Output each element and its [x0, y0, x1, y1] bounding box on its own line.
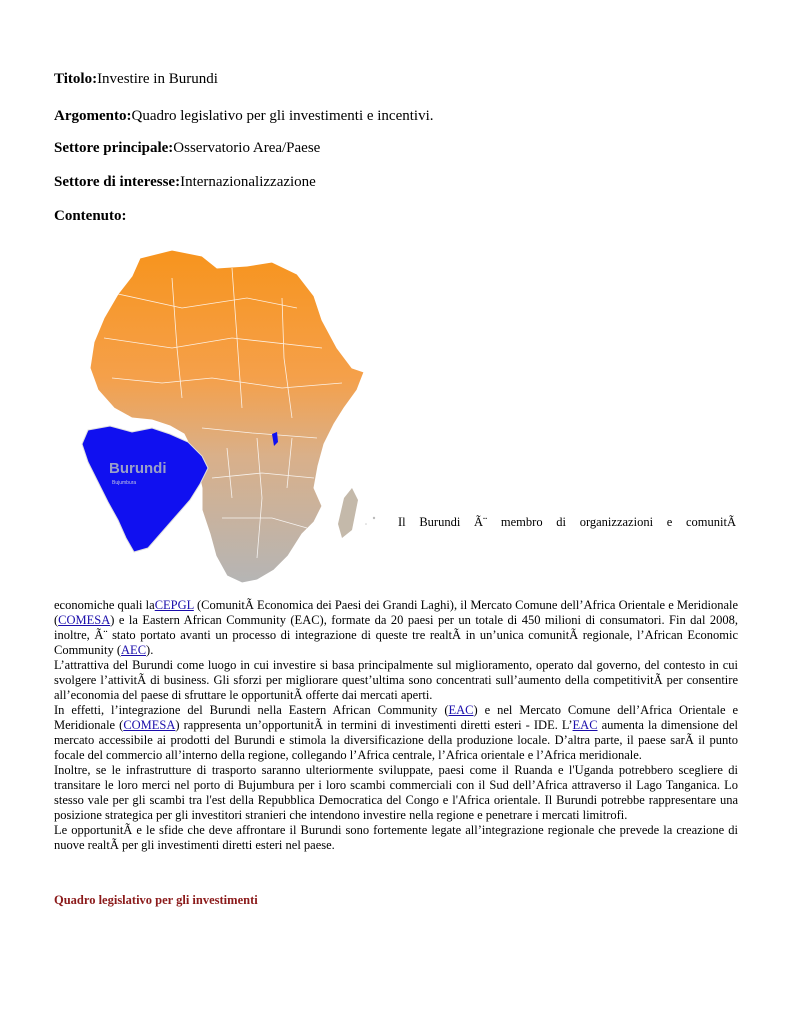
- link-comesa-2[interactable]: COMESA: [123, 718, 176, 732]
- link-comesa[interactable]: COMESA: [58, 613, 111, 627]
- paragraph-opportunities: Le opportunitÃ e le sfide che deve affrontare il Burundi sono fortemente legate all’integrazione regionale che prevede la creazione di nuove realtÃ per gli investimenti diretti esteri nel paese.: [54, 823, 738, 852]
- topic-value: Quadro legislativo per gli investimenti e incentivi.: [131, 108, 434, 124]
- article-body: [54, 598, 738, 853]
- link-aec[interactable]: AEC: [121, 643, 147, 657]
- meta-content: [54, 207, 127, 225]
- burundi-map-label: Burundi: [109, 460, 167, 477]
- title-value: Investire in Burundi: [97, 71, 218, 87]
- africa-map-image: [52, 238, 382, 588]
- meta-title: [54, 70, 218, 88]
- madagascar-shape: [338, 488, 358, 538]
- sector-label: Settore principale:: [54, 140, 174, 156]
- paragraph-organizations: economiche quali laCEPGL (ComunitÃ Economica dei Paesi dei Grandi Laghi), il Mercato Comune dell’Africa Orientale e Meridionale (COMESA) e la Eastern African Community (EAC), formate da 20 paesi per un totale di 450 milioni di consumatori. Fin dal 2008, inoltre, Ã¨ stato portato avanti un processo di integrazione di queste tre realtÃ in un’unica comunitÃ regionale, l’African Economic Community (AEC).: [54, 598, 739, 657]
- interest-value: Internazionalizzazione: [180, 174, 316, 190]
- intro-text-line: Il Burundi Ã¨ membro di organizzazioni e comunitÃ: [398, 515, 736, 529]
- topic-label: Argomento:: [54, 108, 132, 124]
- sector-value: Osservatorio Area/Paese: [173, 140, 321, 156]
- content-label: Contenuto:: [54, 208, 127, 224]
- title-label: Titolo:: [54, 71, 98, 87]
- paragraph-attractiveness: L’attrattiva del Burundi come luogo in cui investire si basa principalmente sul miglioramento, operato dal governo, del contesto in cui svolgere l’attivitÃ di business. Gli sforzi per migliorare quest’ultima sono concentrati sull’aumento della competitivitÃ per consentire all’economia del paese di sfruttare le opportunitÃ offerte dai mercati aperti.: [54, 658, 738, 702]
- meta-topic: [54, 107, 434, 125]
- link-eac-2[interactable]: EAC: [572, 718, 598, 732]
- link-eac[interactable]: EAC: [448, 703, 474, 717]
- burundi-enlarged-shape: [82, 426, 208, 552]
- meta-interest: [54, 173, 316, 191]
- bujumbura-map-label: Bujumbura: [112, 480, 137, 486]
- meta-sector: [54, 139, 320, 157]
- paragraph-integration: In effetti, l’integrazione del Burundi nella Eastern African Community (EAC) e nel Mercato Comune dell’Africa Orientale e Meridionale (COMESA) rappresenta un’opportunitÃ in termini di investimenti diretti esteri - IDE. L’EAC aumenta la dimensione del mercato accessibile ai prodotti del Burundi e stimola la diversificazione della produzione locale. D’altra parte, il paese sarÃ il punto focale del commercio all’interno della regione, collegando l’Africa centrale, l’Africa orientale e l’Africa meridionale.: [54, 703, 739, 762]
- paragraph-infrastructure: Inoltre, se le infrastrutture di trasporto saranno ulteriormente sviluppate, paesi come il Ruanda e l'Uganda potrebbero scegliere di transitare le loro merci nel porto di Bujumbura per i loro scambi commerciali con il Sud dell’Africa attraverso il Lago Tanganica. Lo stesso vale per gli scambi tra l'est della Repubblica Democratica del Congo e l'Africa orientale. Il Burundi potrebbe rappresentare una posizione strategica per gli investitori stranieri che intendono investire nella regione e penetrare i mercati limitrofi.: [54, 763, 738, 822]
- section-heading-legislative: Quadro legislativo per gli investimenti: [54, 893, 258, 907]
- interest-label: Settore di interesse:: [54, 174, 181, 190]
- link-cepgl[interactable]: CEPGL: [154, 598, 194, 612]
